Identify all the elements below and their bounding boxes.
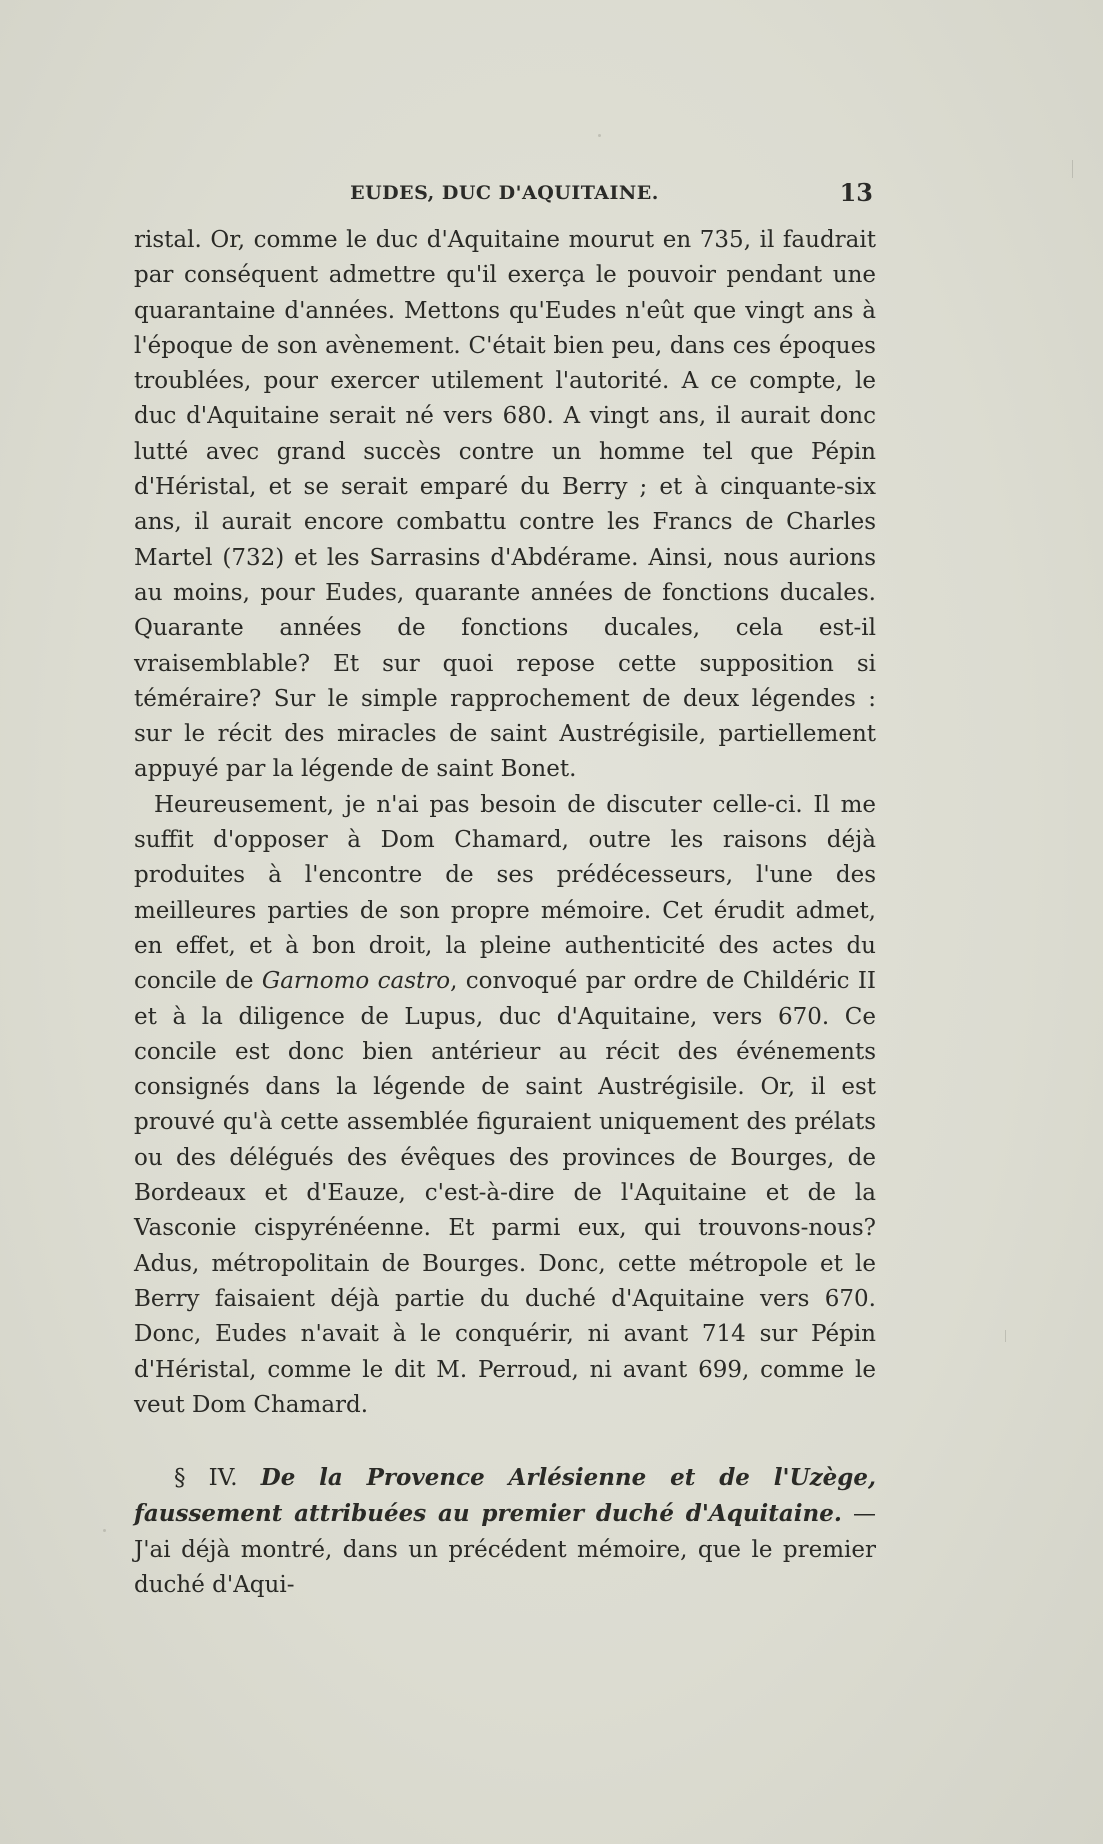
section-mark: § IV. — [174, 1465, 261, 1492]
paragraph-1: ristal. Or, comme le duc d'Aquitaine mourut en 735, il faudrait par conséquent admettre qu'il exerça le pouvoir pendant une quarantaine d'années. Mettons qu'Eudes n'eût que vingt ans à l'époque de son avènement. C'était bien peu, dans ces époques troublées, pour exercer utilement l'autorité. A ce compte, le duc d'Aquitaine serait né vers 680. A vingt ans, il aurait donc lutté avec grand succès contre un homme tel que Pépin d'Héristal, et se serait emparé du Berry ; et à cinquante-six ans, il aurait encore combattu contre les Francs de Charles Martel (732) et les Sarrasins d'Abdérame. Ainsi, nous aurions au moins, pour Eudes, quarante années de fonctions ducales. Quarante années de fonctions ducales, cela est-il vraisemblable? Et sur quoi repose cette supposition si téméraire? Sur le simple rapprochement de deux légendes : sur le récit des miracles de saint Austrégisile, partiellement appuyé par la légende de saint Bonet. — [134, 227, 876, 783]
body-text — [134, 223, 876, 1603]
scan-speck — [103, 1529, 106, 1532]
page-number: 13 — [839, 178, 873, 207]
scan-speck — [598, 134, 601, 137]
italic-council-name: Garnomo castro — [261, 968, 451, 995]
scan-speck — [1005, 1330, 1006, 1342]
section-heading: De la Provence Arlésienne et de l'Uzège, faussement attribuées au premier duché d'Aquitaine. — [134, 1464, 876, 1528]
paragraph-3 — [134, 1460, 876, 1603]
paragraph-2-text-b: , convoqué par ordre de Childéric II et à la diligence de Lupus, duc d'Aquitaine, vers 670. Ce concile est donc bien antérieur au récit des événements consignés dans la légende de saint Austrégisile. Or, il est prouvé qu'à cette assemblée figuraient uniquement des prélats ou des délégués des évêques des provinces de Bourges, de Bordeaux et d'Eauze, c'est-à-dire de l'Aquitaine et de la Vasconie cispyrénéenne. Et parmi eux, qui trouvons-nous? Adus, métropolitain de Bourges. Donc, cette métropole et le Berry faisaient déjà partie du duché d'Aquitaine vers 670. Donc, Eudes n'avait à le conquérir, ni avant 714 sur Pépin d'Héristal, comme le dit M. Perroud, ni avant 699, comme le veut Dom Chamard. — [134, 968, 876, 1418]
running-title: EUDES, DUC D'AQUITAINE. — [350, 182, 659, 204]
running-head — [136, 178, 873, 208]
paragraph-2 — [134, 788, 876, 1423]
paragraph-2-text-a: Heureusement, je n'ai pas besoin de discuter celle-ci. Il me suffit d'opposer à Dom Chamard, outre les raisons déjà produites à l'encontre de ses prédécesseurs, l'une des meilleures parties de son propre mémoire. Cet érudit admet, en effet, et à bon droit, la pleine authenticité des actes du concile de — [134, 791, 876, 995]
scan-speck — [1072, 160, 1073, 178]
paragraph-3-text: — J'ai déjà montré, dans un précédent mémoire, que le premier duché d'Aqui- — [134, 1501, 876, 1598]
